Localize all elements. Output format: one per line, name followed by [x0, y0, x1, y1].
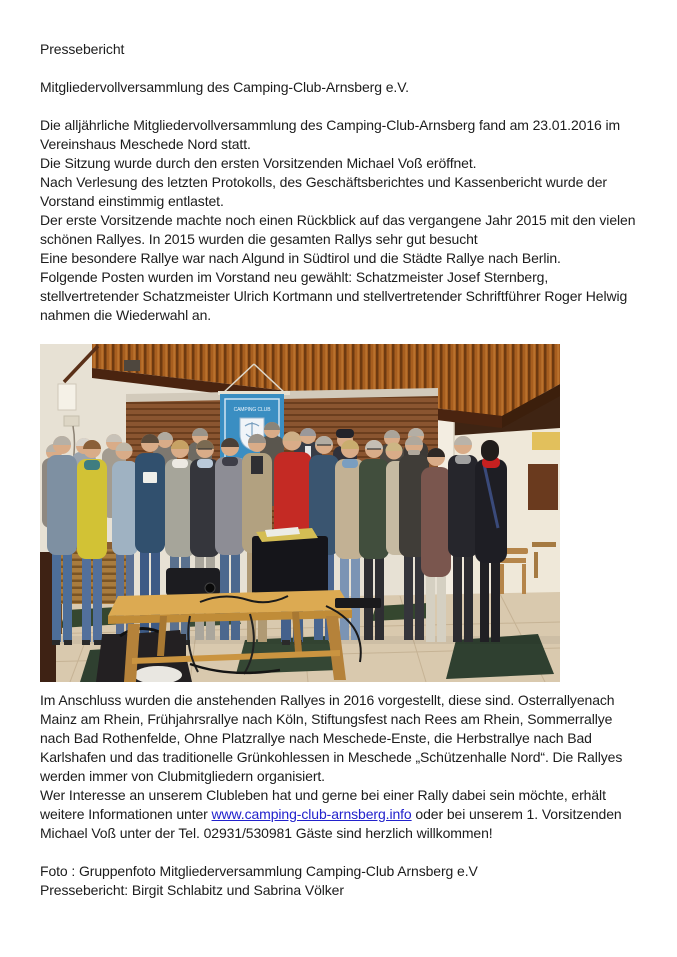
photo-caption: Foto : Gruppenfoto Mitgliederversammlung Camping-Club Arnsberg e.V: [40, 863, 478, 879]
doc-heading: Mitgliedervollversammlung des Camping-Club-Arnsberg e.V.: [40, 79, 409, 95]
rallies-text: Im Anschluss wurden die anstehenden Rallyes in 2016 vorgestellt, diese sind. Osterrallyenach Mainz am Rhein, Frühjahrsrallye nach Köln, Stiftungsfest nach Rees am Rhein, Sommerrallye nach Bad Rothenfelde, Ohne Platzrallye nach Meschede-Enste, die Herbstrallye nach Bad Karlshafen und das traditionelle Grünkohlessen in Meschede „Schützenhalle Nord“. Die Rallyes werden immer von Clubmitgliedern organisiert.: [40, 692, 623, 784]
report-line: Eine besondere Rallye war nach Algund in Südtirol und die Städte Rallye nach Berlin.: [40, 250, 561, 266]
website-link[interactable]: www.camping-club-arnsberg.info: [211, 806, 412, 822]
invitation-text-before: Wer Interesse an unserem Clubleben hat und gerne bei einer Rally dabei sein möchte, erhält weitere Informationen unter: [40, 787, 606, 822]
group-photo-illustration: [40, 344, 560, 682]
report-line: Die alljährliche Mitgliedervollversammlung des Camping-Club-Arnsberg fand am 23.01.2016 im Vereinshaus Meschede Nord statt.: [40, 117, 621, 152]
paragraph-rallies-2016: [40, 691, 642, 843]
laptop-screen: [252, 536, 328, 596]
group-photo: [40, 344, 560, 682]
report-line: Der erste Vorsitzende machte noch einen Rückblick auf das vergangene Jahr 2015 mit den vielen schönen Rallyes. In 2015 wurden die gesamten Rallys sehr gut besucht: [40, 212, 636, 247]
report-line: Die Sitzung wurde durch den ersten Vorsitzenden Michael Voß eröffnet.: [40, 155, 477, 171]
banner-club-name: CAMPING CLUB: [233, 407, 271, 413]
paragraph-report: [40, 116, 642, 325]
captions: [40, 862, 642, 900]
press-caption: Pressebericht: Birgit Schlabitz und Sabrina Völker: [40, 882, 344, 898]
invitation-text-after: oder bei unserem 1. Vorsitzenden Michael Voß unter der Tel. 02931/530981 Gäste sind herzlich willkommen!: [40, 806, 622, 841]
paragraph-invitation: [40, 786, 642, 843]
doc-title: Pressebericht: [40, 41, 125, 57]
report-line: Folgende Posten wurden im Vorstand neu gewählt: Schatzmeister Josef Sternberg, stellvertretender Schatzmeister Ulrich Kortmann und stellvertretender Schriftführer Roger Helwig nahmen die Wiederwahl an.: [40, 269, 628, 323]
report-line: Nach Verlesung des letzten Protokolls, des Geschäftsberichtes und Kassenbericht wurde der Vorstand einstimmig entlastet.: [40, 174, 607, 209]
